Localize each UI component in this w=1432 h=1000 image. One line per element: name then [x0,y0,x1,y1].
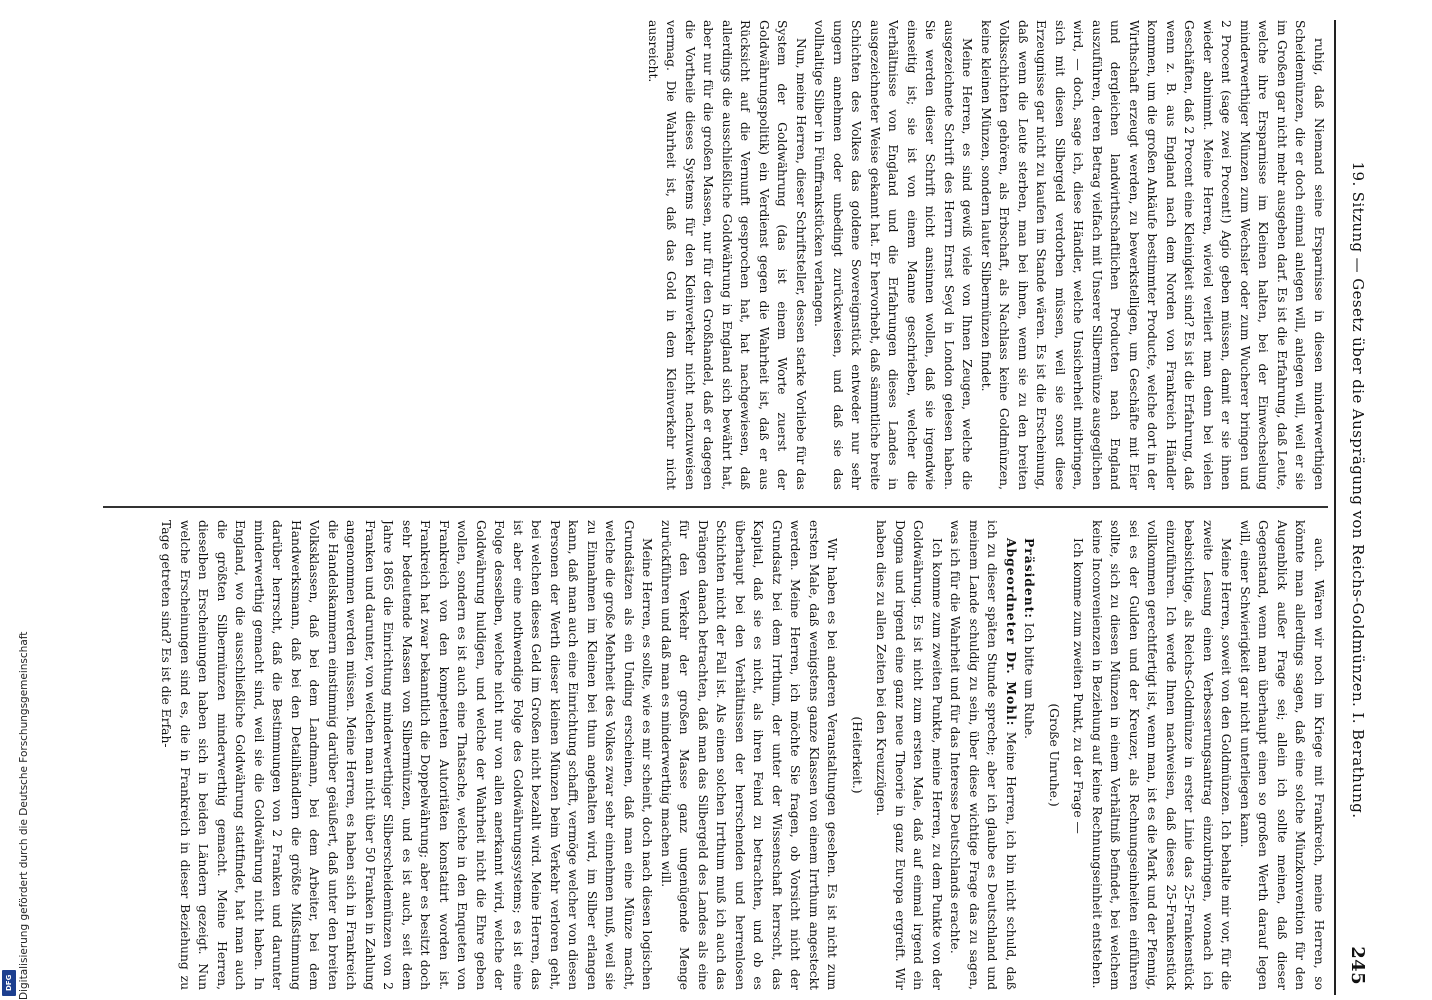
digitization-sidebar [0,0,30,1000]
page-header [1334,20,1380,995]
right-column [103,520,1328,990]
right-paragraph: auch. Wären wir noch im Kriege mit Frankreich, meine Herren, so könnte man allerdings sagen, daß eine solche Münzkonvention für den Augenblick außer Frage sei; allein ich sollte meinen, daß dieser Gegenstand, wenn man überhaupt einen so großen Werth darauf legen will, einer Schwierigkeit gar nicht unterliegen kann. [1238,520,1326,990]
left-paragraph: Meine Herren, es sind gewiß viele von Ihnen Zeugen, welche die ausgezeichnete Schrift des Herrn Ernst Seyd in London gelesen haben. Sie werden dieser Schrift nicht ansinnen wollen, daß sie irgendwie einseitig ist; sie ist von einem Manne geschrieben, welcher die Verhältnisse von England und die Erfahrungen dieses Landes in ausgezeichneter Weise gekannt hat. Er hervorhebt, daß sämmtliche breite Schichten des Volkes das goldene Sovereignstück entweder nur sehr ungern annehmen oder unbedingt zurückweisen, und daß sie das vollhaltige Silber in Fünffrankstücken verlangen. [812,20,975,490]
left-paragraph: Nun, meine Herren, dieser Schriftsteller, dessen starke Vorliebe für das System der Goldwährung (das ist einem Worte zuerst der Goldwährungspolitik) ein Verdienst gegen die Wahrheit ist, daß er aus Rücksicht auf die Vernunft gesprochen hat, hat nachgewiesen, daß allerdings die ausschließliche Goldwährung in England sich bewährt hat, aber nur für die großen Massen, nur für den Großhandel, daß er dagegen die Vortheile dieses Systems für den Kleinverkehr nicht nachzuweisen vermag. Die Wahrheit ist, daß das Gold in dem Kleinverkehr nicht ausreicht. [646,20,808,490]
scanned-page [95,20,1380,995]
right-paragraph: Ich komme zum zweiten Punkt, zu der Frage — [1071,538,1086,834]
speaker-statement [946,520,1020,990]
running-head: 19. Sitzung — Gesetz über die Ausprägung von Reichs-Goldmünzen. I. Berathung. [1349,161,1367,819]
column-divider [103,506,1328,508]
digitization-credit: Digitalisierung gefördert durch die Deutsche Forschungsgemeinschaft [18,631,30,1000]
dfg-logo-icon: DFG [2,970,16,996]
speaker-name: Abgeordneter Dr. Mohl: [1004,538,1019,727]
page-number: 245 [1347,946,1369,985]
right-paragraph: Meine Herren, soweit von den Goldmünzen. Ich behalte mir vor, für die zweite Lesung einen Verbesserungsantrag einzubringen, wonach ich beabsichtige, als Reichs-Goldmünze in erster Linie das 25-Frankenstück einzuführen. Ich werde Ihnen nachweisen, daß dieses 25-Frankenstück vollkommen gerechtfertigt ist, wenn man, ist es die Mark und der Pfennig, sei es der Gulden und der Kreuzer, als Rechnungseinheiten einführen sollte, sich zu diesen Münzen in einem Verhältniß befindet, bei welchem keine Inconvenienzen in Beziehung auf keine Rechnungseinheit entstehen. [1090,520,1234,990]
page-content [95,20,1380,995]
left-paragraph: ruhig, daß Niemand seine Ersparnisse in diesen minderwerthigen Scheidemünzen, die er doch einmal anlegen will, anlegen will, weil er sie im Großen gar nicht mehr ausgeben darf. Es ist die Erfahrung, daß Leute, welche ihre Ersparnisse im Kleinen halten, bei der Einwechselung minderwerthiger Münzen zum Wechsler oder zum Wucherer bringen und 2 Procent (sage zwei Procent!) Agio geben müssen, damit er sie ihnen wieder abnimmt. Meine Herren, wieviel verliert man denn bei vielen Geschäften, daß 2 Procent eine Kleinigkeit sind? Es ist die Erfahrung, daß wenn z. B. aus England nach dem Norden von Frankreich Händler kommen, um die großen Ankäufe bestimmter Producte, welche dort in der Wirthschaft erzeugt werden, zu bewerkstelligen, um Geschäfte mit Eier und dergleichen landwirthschaftlichen Producten nach England auszuführen, deren Betrag vielfach mit Unserer Silbermünze ausgeglichen wird, — doch, sage ich, diese Händler, welche Unsicherheit mitbringen, sich mit diesen Silbergeld verdorben müssen, weil sie sonst diese Erzeugnisse gar nicht zu kaufen im Stande wären. Es ist die Erscheinung, daß wenn die Leute sterben, man bei ihnen, wenn sie zu den breiten Volksschichten gehören, als Erbschaft, als Nachlass keine Goldmünzen, keine kleinen Münzen, sondern lauter Silbermünzen findet. [979,20,1326,490]
left-column [103,20,1328,490]
president-statement [1020,520,1039,990]
right-paragraph: Meine Herren, es sollte, wie es mir scheint, doch nach diesen logischen Grundsätzen als ein Unding erscheinen, daß man eine Münze macht, welche die große Mehrheit des Volkes zwar sehr einnehmen muß, weil sie zu Einnahmen im Kleinen bei thun angehalten wird, im Silber erlangen kann, daß man auch eine Einrichtung schafft, vermöge welcher von diesen Personen der Werth dieser kleinen Münzen beim Verkehr verloren geht, bei welchen dieses Geld im Großen nicht bezahlt wird. Meine Herren, das ist aber eine nothwendige Folge des Goldwährungssystems; es ist eine Folge desselben, welche nicht nur von allen anerkannt wird, welche der Goldwährung huldigen, und welche der Wahrheit nicht die Ehre geben wollen, sondern es ist auch eine Thatsache, welche in den Enqueten von Frankreich von den kompetenten Autoritäten konstatirt worden ist. Frankreich hat zwar bekanntlich die Doppelwährung; aber es besitzt doch sehr bedeutende Massen von Silbermünzen, und es ist auch, seit dem Jahre 1865 die Einrichtung minderwerthiger Silberscheidemünzen von 2 Franken und darunter, von welchen man nicht über 50 Franken in Zahlung angenommen werden müssen. Meine Herren, es haben sich in Frankreich die Handelskammern einstimmig darüber geäußert, daß unter den breiten Volksklassen, daß bei dem Landmann, bei dem Arbeiter, bei dem Handwerksmann, daß bei den Detailhändlern die größte Mißstimmung darüber herrscht, daß die Bestimmungen von 2 Franken und darunter minderwerthig gemacht sind, weil sie die Goldwährung nicht haben. In England, wo die ausschließliche Goldwährung stattfindet, hat man auch die größten Silbermünzen minderwerthig gemacht. Meine Herren, dieselben Erscheinungen haben sich in beiden Ländern gezeigt. Nun welche Erscheinungen sind es, die in Frankreich in dieser Beziehung zu Tage getreten sind? Es ist die Erfah- [159,520,655,990]
president-label: Präsident: [1022,538,1038,619]
interruption-note: (Große Unruhe.) [1047,703,1061,807]
speaker-text: Meine Herren, ich bin nicht schuld, daß ich zu dieser späten Stunde spreche; aber ich glaube es Deutschland und meinem Lande schuldig zu sein, über diese wichtige Frage das zu sagen, was ich für die Wahrheit und für das Interesse Deutschlands erachte. [948,520,1018,990]
right-paragraph: Wir haben es bei anderen Veranstaltungen gesehen. Es ist nicht zum ersten Male, daß wenigstens ganze Klassen von einem Irrthum angesteckt werden. Meine Herren, ich möchte Sie fragen, ob Vorsicht nicht der Grundsatz bei dem Irrthum, der unter der Wissenschaft herrscht, das Kapital, daß sie es nicht, als ihren Feind zu betrachten, und ob es überhaupt bei den Verhältnissen der herrschenden und herrenlosen Schichten nicht der Fall ist. Als einen solchen Irrthum muß ich auch das Drängen danach betrachten, daß man das Silbergeld des Landes als eine für den Verkehr der großen Masse ganz ungenügende Menge zurückführen und daß man es minderwerthig machen will. [659,520,840,990]
text-columns [103,20,1328,995]
laughter-note: (Heiterkeit.) [850,716,864,794]
right-paragraph: Ich komme zum zweiten Punkte, meine Herren, zu dem Punkte von der Goldwährung. Es ist nicht zum ersten Male, daß auf einmal irgend ein Dogma und irgend eine ganz neue Theorie in ganz Europa ergreift. Wir haben dies zu allen Zeiten bei den Kreuzzügen. [874,520,944,990]
president-text: Ich bitte um Ruhe. [1022,622,1037,740]
